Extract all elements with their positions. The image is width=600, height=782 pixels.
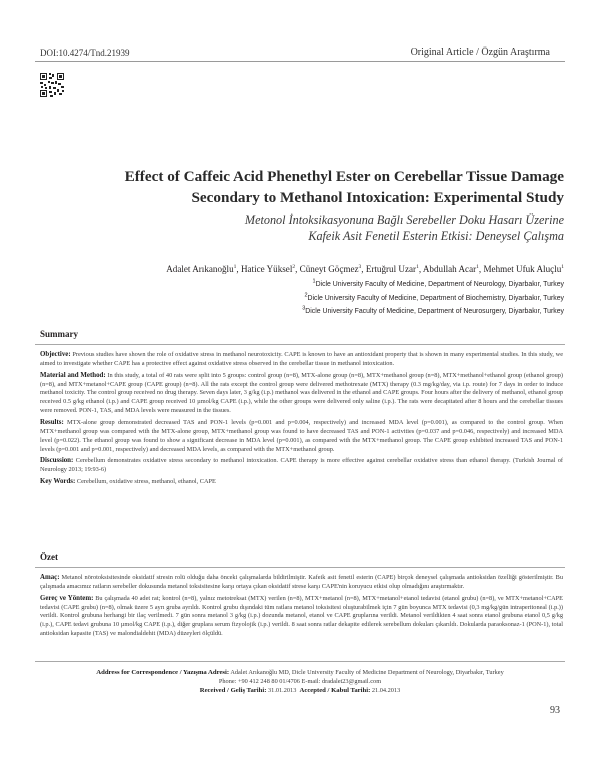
correspondence-footer [35, 668, 565, 695]
ozet-abstract [40, 574, 563, 642]
submission-dates: Received / Geliş Tarihi: 31.01.2013 Accepted / Kabul Tarihi: 21.04.2013 [199, 687, 401, 694]
affiliation-list [40, 278, 564, 319]
header-divider [35, 61, 565, 62]
summary-objective: Objective: Previous studies have shown the role of oxidative stress in methanol neurotoxicity. CAPE is known to have an antioxidant property that is shown in many experimental studies. In this study, we aimed to investigate whether CAPE has a protective effect against oxidative stress observed in the cerebellar tissue in methanol intoxication. [40, 351, 563, 367]
author: Adalet Arıkanoğlu$^1$ [166, 263, 237, 274]
affiliation: $^3$Dicle University Faculty of Medicine, Department of Neurosurgery, Diyarbakır, Turkey [302, 305, 564, 315]
summary-discussion: Discussion: Cerebellum demonstrates oxidative stress secondary to methanol intoxication. CAPE therapy is more effective against cerebellar oxidative stress than ethanol therapy. (Turkish Journal of Neurology 2013; 19:93-6) [40, 457, 564, 474]
summary-methods: Material and Method: In this study, a total of 40 rats were split into 5 groups: control group (n=8), MTX-alone group (n=8), MTX+methanol group (n=8), MTX+methanol+ethanol group (ethanol group) (n=8), and MTX+metanol+CAPE group (CAPE group) (n=8). All the rats except the control group were delivered methotrexate (MTX) therapy (0.3 mg/kg/day, via i.p. route) for 7 days in order to induce methanol toxicity. The control group received no drug therapy. Seven days later, 3 g/kg (i.p.) methanol was delivered in the ethanol and CAPE groups. Four hours after the delivery of methanol, ethanol group received 0.5 g/kg ethanol (i.p.) and CAPE group received 10 µmol/kg CAPE (i.p.), while the other groups were delivered only saline (i.p.). The rats were decapitated after 8 hours and the cerebellar tissues were removed. PON-1, TAS, and MDA levels were measured in the tissues. [40, 371, 563, 415]
summary-divider [35, 344, 565, 345]
author: Ertuğrul Uzar$^1$ [365, 263, 419, 274]
summary-abstract [40, 351, 563, 490]
ozet-amac: Amaç: Metanol nörotoksisitesinde oksidatif stresin rolü olduğu daha önceki çalışmalarda bildirilmiştir. Kafeik asit fenetil esterin (CAPE) birçok deneysel çalışmada antioksidan özelliği gösterilmiştir. Bu çalışmada amacımız ratların serebeller dokusunda metanol toksisitesine karşı ortaya çıkan oksidatif strese karşı CAPE'nin koruyucu etkisi olup olmadığını araştırmaktır. [40, 574, 563, 590]
affiliation: $^2$Dicle University Faculty of Medicine, Department of Biochemistry, Diyarbakır, Turkey [304, 292, 564, 302]
subtitle-line-1: Metonol İntoksikasyonuna Bağlı Serebeller Doku Hasarı Üzerine [244, 213, 564, 227]
affiliation: $^1$Dicle University Faculty of Medicine, Department of Neurology, Diyarbakır, Turkey [312, 278, 564, 288]
footer-divider [35, 661, 565, 662]
author: Hatice Yüksel$^2$ [240, 263, 296, 274]
subtitle-line-2: Kafeik Asit Fenetil Esterin Etkisi: Deneysel Çalışma [308, 229, 564, 243]
summary-keywords: Key Words: Cerebellum, oxidative stress, methanol, ethanol, CAPE [40, 477, 216, 485]
article-type: Original Article / Özgün Araştırma [410, 47, 550, 58]
author: Cüneyt Göçmez$^3$ [299, 263, 362, 274]
author-list: Adalet Arıkanoğlu$^1$, Hatice Yüksel$^2$, Cüneyt Göçmez$^3$, Ertuğrul Uzar$^1$, Abdullah Acar$^1$, Mehmet Ufuk Aluçlu$^1$ [166, 263, 564, 274]
summary-results: Results: MTX-alone group demonstrated decreased TAS and PON-1 levels (p=0.001 and p=0.004, respectively) and increased MDA level (p=0.001), as compared to the control group. When MTX+methanol group was compared with the MTX-alone group, MTX+methanol group was found to have decreased TAS and PON-1 activities (p=0.037 and p=0.046, respectively) and increased MDA level (p=0.022). The ethanol group was found to show a significant decrease in MDA level (p=0.001), as compared with the MTX+methanol group. The CAPE group exhibited increased TAS and PON-1 levels (p=0.001 and p=0.001, respectively) and decreased MDA levels, as compared with the MTX+methanol group. [40, 418, 564, 453]
doi: DOI:10.4274/Tnd.21939 [40, 48, 130, 58]
correspondence-contact: Phone: +90 412 248 80 01/4706 E-mail: dradalet23@gmail.com [218, 678, 382, 685]
ozet-heading: Özet [40, 552, 58, 562]
author: Abdullah Acar$^1$ [422, 263, 479, 274]
correspondence-address: Address for Correspondence / Yazışma Adresi: Adalet Arıkanoğlu MD, Dicle University Faculty of Medicine Department of Neurology, Diyarbakır, Turkey [96, 669, 504, 676]
ozet-yontem: Gereç ve Yöntem: Bu çalışmada 40 adet rat; kontrol (n=8), yalnız metotreksat (MTX) verilen (n=8), MTX+metanol (n=8), MTX+metanol+etanol tedavisi (etanol grubu) (n=8), ve MTX+metanol+CAPE tedavisi (CAPE grubu) (n=8), olmak üzere 5 ayrı gruba ayrıldı. Kontrol grubu dışındaki tüm ratlara metanol toksisitesi oluşturabilmek için 7 gün boyunca MTX tedavisi (0,3 mg/kg/gün intraperitoneal (i.p.)) verildi. Kontrol grubuna herhangi bir ilaç verilmedi. 7 gün sonra metanol 3 g/kg (i.p.) dozunda metanol, etanol ve CAPE gruplarına verildi. Metanol verildikten 4 saat sonra etanol grubuna etanol 0,5 g/kg (i.p.), CAPE tedavi grubuna 10 µmol/kg CAPE (i.p.), diğer gruplara serum fizyolojik (i.p.) verildi. 8 saat sonra ratlar dekapite edilerek serebellum dokuları çıkarıldı. Dokularda paraoksonaz-1 (PON-1), total antioksidan kapasite (TAS) ve malondialdehit (MDA) düzeyleri ölçüldü. [40, 594, 563, 638]
title-line-2: Secondary to Methanol Intoxication: Experimental Study [191, 189, 564, 206]
page-number: 93 [550, 705, 560, 716]
qr-code-icon [39, 72, 65, 98]
article-subtitle [40, 212, 564, 244]
title-line-1: Effect of Caffeic Acid Phenethyl Ester on Cerebellar Tissue Damage [124, 168, 564, 185]
summary-heading: Summary [40, 329, 78, 339]
ozet-divider [35, 567, 565, 568]
article-title [40, 166, 564, 208]
author: Mehmet Ufuk Aluçlu$^1$ [483, 263, 564, 274]
